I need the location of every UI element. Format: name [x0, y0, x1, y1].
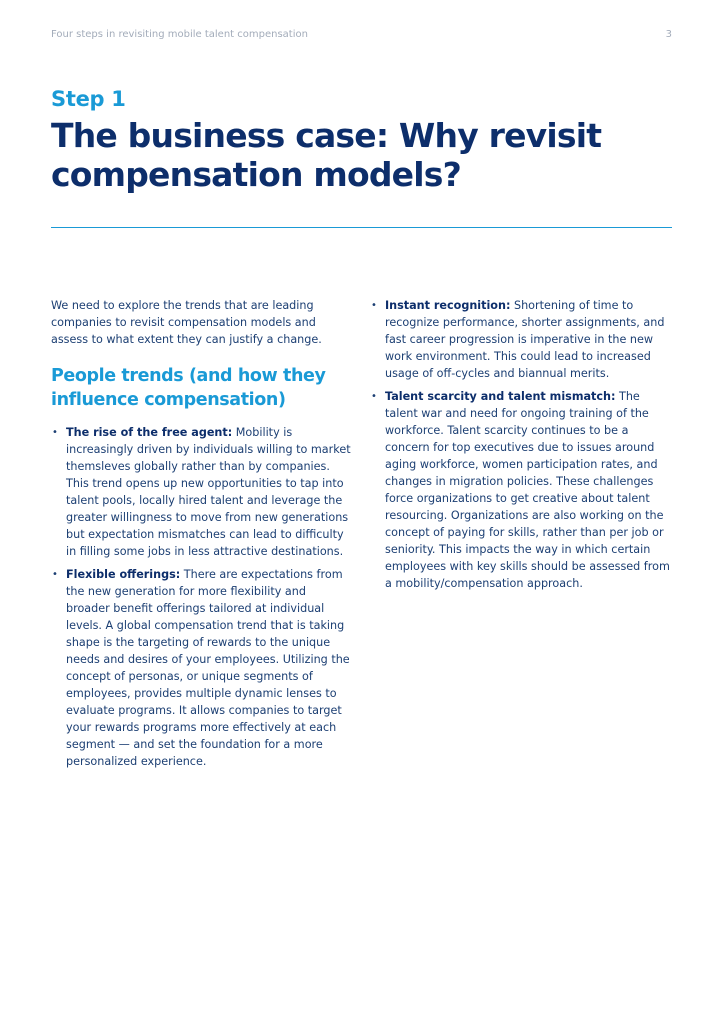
bullet-text: Shortening of time to recognize performance, shorter assignments, and fast career progression is imperative in the new work environment. This could lead to increased usage of off-cycles and biannual merits.: [385, 299, 665, 380]
list-item: [51, 424, 351, 560]
intro-paragraph: We need to explore the trends that are leading companies to revisit compensation models and assess to what extent they can justify a change.: [51, 299, 322, 346]
bullet-text: There are expectations from the new generation for more flexibility and broader benefit offerings tailored at individual levels. A global compensation trend that is taking shape is the targeting of rewards to the unique needs and desires of your employees. Utilizing the concept of personas, or unique segments of employees, provides multiple dynamic lenses to evaluate programs. It allows companies to target your rewards programs more effectively at each segment — and set the foundation for a more personalized experience.: [66, 568, 350, 768]
list-item: [51, 566, 351, 770]
step-label: Step 1: [51, 87, 126, 111]
bullet-lead: Talent scarcity and talent mismatch:: [385, 390, 616, 403]
bullet-text: The talent war and need for ongoing training of the workforce. Talent scarcity continues to be a concern for top executives due to issues around aging workforce, women participation rates, and changes in migration policies. These challenges force organizations to get creative about talent resourcing. Organizations are also working on the concept of paying for skills, rather than per job or seniority. This impacts the way in which certain employees with key skills should be assessed from a mobility/compensation approach.: [385, 390, 670, 590]
left-column: [51, 297, 351, 776]
people-trends-list-continued: [370, 297, 675, 592]
title-divider: [51, 227, 672, 228]
bullet-lead: Flexible offerings:: [66, 568, 181, 581]
people-trends-list: [51, 424, 351, 770]
bullet-lead: The rise of the free agent:: [66, 426, 233, 439]
page-title: The business case: Why revisit compensation models?: [51, 116, 602, 194]
list-item: [370, 388, 675, 592]
section-heading: People trends (and how they influence compensation): [51, 366, 326, 410]
bullet-text: Mobility is increasingly driven by individuals willing to market themsleves globally rather than by companies. This trend opens up new opportunities to tap into talent pools, locally hired talent and leverage the greater willingness to move from new generations but expectation mismatches can lead to difficulty in filling some jobs in less attractive destinations.: [66, 426, 351, 558]
page-number: 3: [665, 29, 672, 40]
right-column: [370, 297, 675, 598]
bullet-lead: Instant recognition:: [385, 299, 511, 312]
list-item: [370, 297, 675, 382]
running-title: Four steps in revisiting mobile talent compensation: [51, 29, 308, 40]
